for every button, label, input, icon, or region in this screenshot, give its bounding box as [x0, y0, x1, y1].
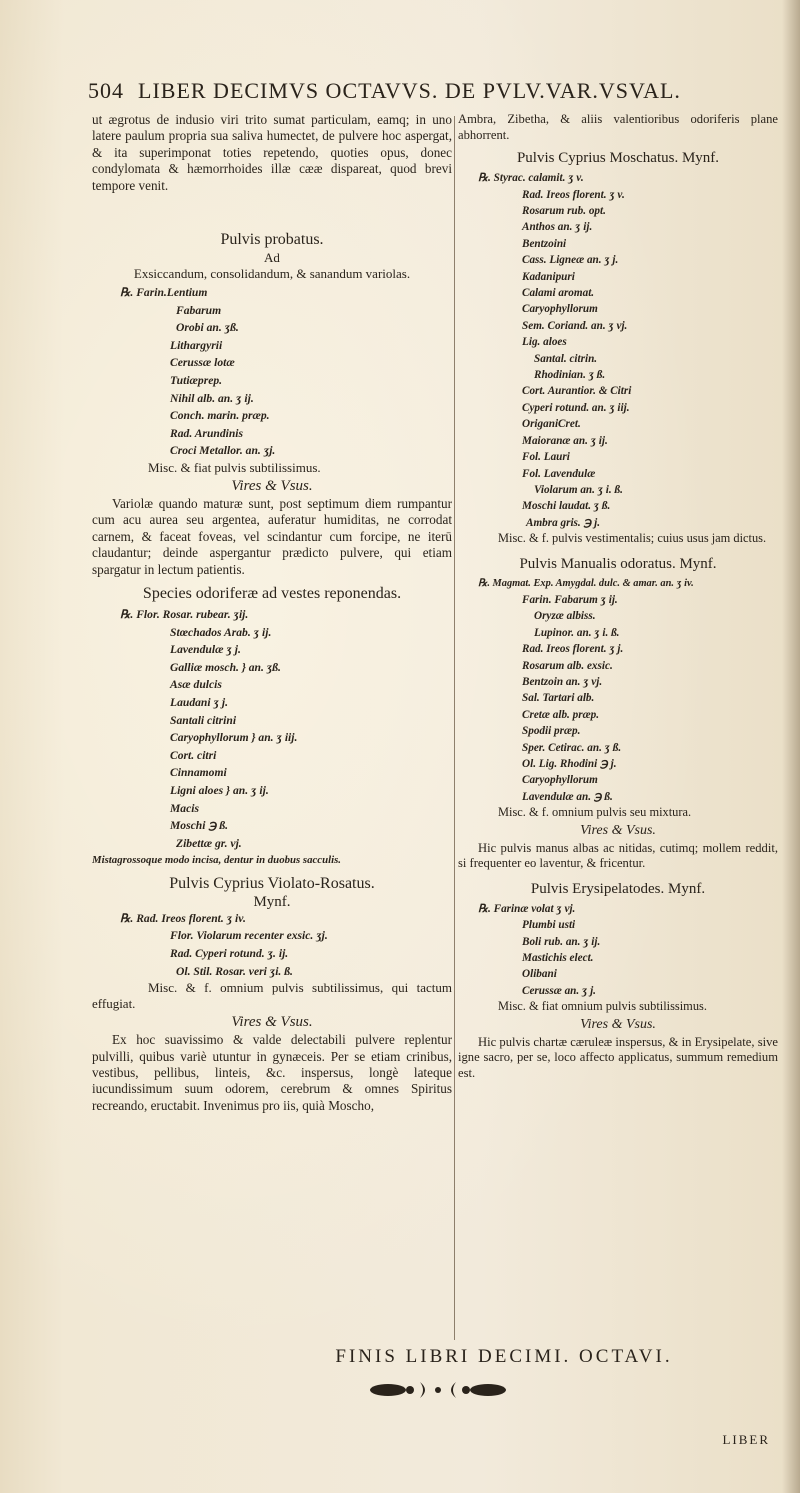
intro-paragraph: ut ægrotus de indusio viri trito sumat particulam, eamq; in uno latere paulum propria sua saliva humectet, de pulvere hoc aspergat, & ita superimponat toties repetendo, quoties opus, donec condylomata & hæmorrhoides illæ cææ dispareat, quod brevi tempore venit.	[92, 112, 452, 193]
recipe-line: Anthos an. ʒ ij.	[522, 221, 593, 234]
recipe-line: ℞. Farin.Lentium	[120, 286, 208, 299]
erysipelatodes-vires-text: Hic pulvis chartæ cæruleæ inspersus, & in Erysipelate, sive igne sacro, per se, loco affecto applicatus, summum remedium est.	[458, 1034, 778, 1080]
recipe-line: Lupinor. an. ʒ i. ß.	[534, 626, 620, 639]
recipe-line: Sper. Cetirac. an. ʒ ß.	[522, 741, 622, 754]
recipe-line: Stœchados Arab. ʒ ij.	[170, 625, 272, 639]
recipe-line: Moschi laudat. ʒ ß.	[522, 500, 611, 513]
printers-ornament-icon	[358, 1378, 518, 1402]
recipe-line: Sem. Coriand. an. ʒ vj.	[522, 319, 628, 332]
page-number: 504	[88, 78, 124, 103]
catchword: LIBER	[722, 1432, 770, 1447]
recipe-line: Caryophyllorum	[522, 303, 598, 316]
cyprius-violato-misc: Misc. & f. omnium pulvis subtilissimus, qui tactum effugiat.	[92, 980, 452, 1012]
column-divider	[454, 116, 455, 1340]
cyprius-violato-vires-text: Ex hoc suavissimo & valde delectabili pulvere replentur pulvilli, quibus variè utuntur in gynæceis. Per se etiam crinibus, vestibus, pellibus, linteis, &c. inspersus, longè lateque iucundissimum suum odorem, cerebrum & omnes Spiritus recreando, eructabit. Invenimus pro iis, quià Moscho,	[92, 1032, 452, 1113]
recipe-line: Spodii præp.	[522, 725, 581, 738]
recipe-line: Galliæ mosch. } an. ʒß.	[170, 660, 281, 674]
cyprius-moschatus-misc: Misc. & f. pulvis vestimentalis; cuius usus jam dictus.	[498, 531, 767, 546]
recipe-line: Calami aromat.	[522, 287, 595, 300]
finis-line: FINIS LIBRI DECIMI. OCTAVI.	[335, 1346, 673, 1367]
probatus-ad: Ad	[264, 250, 280, 265]
recipe-line: Oryzæ albiss.	[534, 610, 596, 623]
recipe-line: Plumbi usti	[522, 919, 576, 932]
cyprius-moschatus-title: Pulvis Cyprius Moschatus. Mynf.	[516, 150, 720, 167]
recipe-line: Rad. Ireos florent. ʒ j.	[522, 643, 624, 656]
recipe-line: Cerussæ an. ʒ j.	[522, 984, 596, 997]
probatus-purpose: Exsiccandum, consolidandum, & sanandum variolas.	[133, 266, 411, 281]
recipe-line: ℞. Flor. Rosar. rubear. ʒij.	[120, 607, 249, 621]
recipe-line: Mastichis elect.	[522, 952, 594, 965]
recipe-line: Macis	[170, 801, 199, 815]
recipe-line: OriganiCret.	[522, 418, 581, 431]
recipe-line: Rad. Arundinis	[170, 426, 244, 440]
species-title: Species odoriferæ ad vestes reponendas.	[142, 584, 402, 602]
probatus-vires-text: Variolæ quando maturæ sunt, post septimum diem rumpantur cum acu aurea seu argentea, auferatur humiditas, ne corrodat carnem, & faceat foveas, vel scindantur cum forcipe, ne iterū claudantur; deinde aspergantur prædicto pulvere, qui etiam spargatur in lectum patientis.	[92, 495, 452, 577]
recipe-line: Lithargyrii	[170, 338, 223, 352]
probatus-misc: Misc. & fiat pulvis subtilissimus.	[148, 459, 321, 475]
cyprius-violato-vires-heading: Vires & Vsus.	[231, 1014, 313, 1031]
recipe-line: Fabarum	[176, 303, 222, 317]
recipe-line: ℞. Styrac. calamit. ʒ v.	[478, 172, 584, 185]
recipe-line: Farin. Fabarum ʒ ij.	[522, 593, 618, 606]
recipe-line: Violarum an. ʒ i. ß.	[534, 483, 623, 496]
probatus-vires-heading: Vires & Vsus.	[231, 477, 313, 494]
recipe-line: Flor. Violarum recenter exsic. ʒj.	[170, 929, 328, 943]
recipe-note: Mistagrossoque modo incisa, dentur in duobus sacculis.	[92, 854, 341, 867]
recipe-line: ℞. Rad. Ireos florent. ʒ iv.	[120, 911, 246, 925]
recipe-line: Lavendulæ an. ℈ ß.	[522, 790, 613, 803]
cyprius-violato-author: Mynf.	[253, 893, 291, 910]
recipe-line: Bentzoini	[522, 237, 567, 250]
probatus-title: Pulvis probatus.	[220, 231, 324, 248]
left-column	[92, 112, 452, 1340]
recipe-line: Sal. Tartari alb.	[522, 692, 595, 705]
manualis-recipe	[458, 576, 778, 806]
recipe-line: Croci Metallor. an. ʒj.	[170, 444, 276, 458]
manualis-title: Pulvis Manualis odoratus. Mynf.	[519, 555, 717, 572]
probatus-recipe	[92, 284, 452, 460]
recipe-line: Ligni aloes } an. ʒ ij.	[170, 783, 269, 797]
recipe-line: Lig. aloes	[522, 336, 567, 349]
page-edge-shadow	[782, 0, 800, 1493]
recipe-line: Ol. Stil. Rosar. veri ʒi. ß.	[176, 964, 293, 978]
recipe-line: Santali citrini	[170, 713, 237, 727]
manualis-misc: Misc. & f. omnium pulvis seu mixtura.	[498, 805, 692, 820]
recipe-line: Fol. Lavendulæ	[522, 467, 596, 480]
recipe-line: Zibettæ gr. vj.	[176, 836, 242, 850]
recipe-line: Caryophyllorum } an. ʒ iij.	[170, 731, 298, 745]
recipe-line: ℞. Magmat. Exp. Amygdal. dulc. & amar. an. ʒ iv.	[478, 577, 694, 589]
recipe-line: Cretæ alb. præp.	[522, 708, 600, 721]
cyprius-moschatus-recipe	[458, 170, 778, 531]
running-head	[88, 78, 778, 108]
manualis-vires-heading: Vires & Vsus.	[580, 822, 656, 838]
species-recipe	[92, 606, 452, 870]
recipe-line: Kadanipuri	[522, 270, 575, 283]
recipe-line: Rosarum alb. exsic.	[522, 659, 613, 672]
recipe-line: Asæ dulcis	[170, 678, 222, 692]
recipe-line: Maioranæ an. ʒ ij.	[522, 434, 608, 447]
recipe-line: Olibani	[522, 968, 557, 981]
recipe-line: Caryophyllorum	[522, 774, 598, 787]
recipe-line: Cass. Ligneæ an. ʒ j.	[522, 254, 619, 267]
recipe-line: Rhodinian. ʒ ß.	[534, 369, 606, 382]
recipe-line: Laudani ʒ j.	[170, 695, 228, 709]
recipe-line: Moschi ℈ ß.	[170, 819, 229, 833]
recipe-line: Lavendulæ ʒ j.	[170, 643, 241, 657]
recipe-line: Rosarum rub. opt.	[522, 205, 606, 217]
recipe-line: Fol. Lauri	[522, 451, 570, 464]
recipe-line: Orobi an. ʒß.	[176, 321, 239, 335]
recipe-line: Boli rub. an. ʒ ij.	[522, 935, 601, 948]
recipe-line: Nihil alb. an. ʒ ij.	[170, 391, 254, 405]
recipe-line: Cerussæ lotæ	[170, 356, 235, 370]
recipe-line: Santal. citrin.	[534, 352, 598, 365]
recipe-line: Cort. citri	[170, 748, 217, 762]
recipe-line: Ambra gris. ℈ j.	[526, 516, 601, 529]
recipe-line: Ol. Lig. Rhodini ℈ j.	[522, 758, 617, 770]
erysipelatodes-title: Pulvis Erysipelatodes. Mynf.	[530, 880, 706, 897]
erysipelatodes-recipe	[458, 901, 778, 999]
running-head-title: LIBER DECIMVS OCTAVVS. DE PVLV.VAR.VSVAL.	[138, 78, 681, 103]
cyprius-violato-recipe	[92, 910, 452, 980]
recipe-line: Cinnamomi	[170, 766, 227, 780]
right-column	[458, 112, 778, 1340]
recipe-line: Tutiæprep.	[170, 373, 223, 387]
erysipelatodes-vires-heading: Vires & Vsus.	[580, 1016, 656, 1032]
recipe-line: Cort. Aurantior. & Citri	[522, 385, 632, 398]
recipe-line: Rad. Ireos florent. ʒ v.	[522, 188, 625, 201]
cyprius-violato-title: Pulvis Cyprius Violato-Rosatus.	[169, 874, 375, 892]
manualis-vires-text: Hic pulvis manus albas ac nitidas, cutimq; mollem reddit, si frequenter eo laventur, & fricentur.	[458, 840, 778, 871]
recipe-line: ℞. Farinæ volat ʒ vj.	[478, 902, 576, 915]
recipe-line: Conch. marin. præp.	[170, 409, 270, 423]
recipe-line: Rad. Cyperi rotund. ʒ. ij.	[170, 947, 289, 961]
recipe-line: Bentzoin an. ʒ vj.	[522, 675, 603, 688]
erysipelatodes-misc: Misc. & fiat omnium pulvis subtilissimus.	[498, 999, 707, 1014]
recipe-line: Cyperi rotund. an. ʒ iij.	[522, 401, 630, 414]
continuation-text: Ambra, Zibetha, & aliis valentioribus odoriferis plane abhorrent.	[458, 112, 778, 142]
